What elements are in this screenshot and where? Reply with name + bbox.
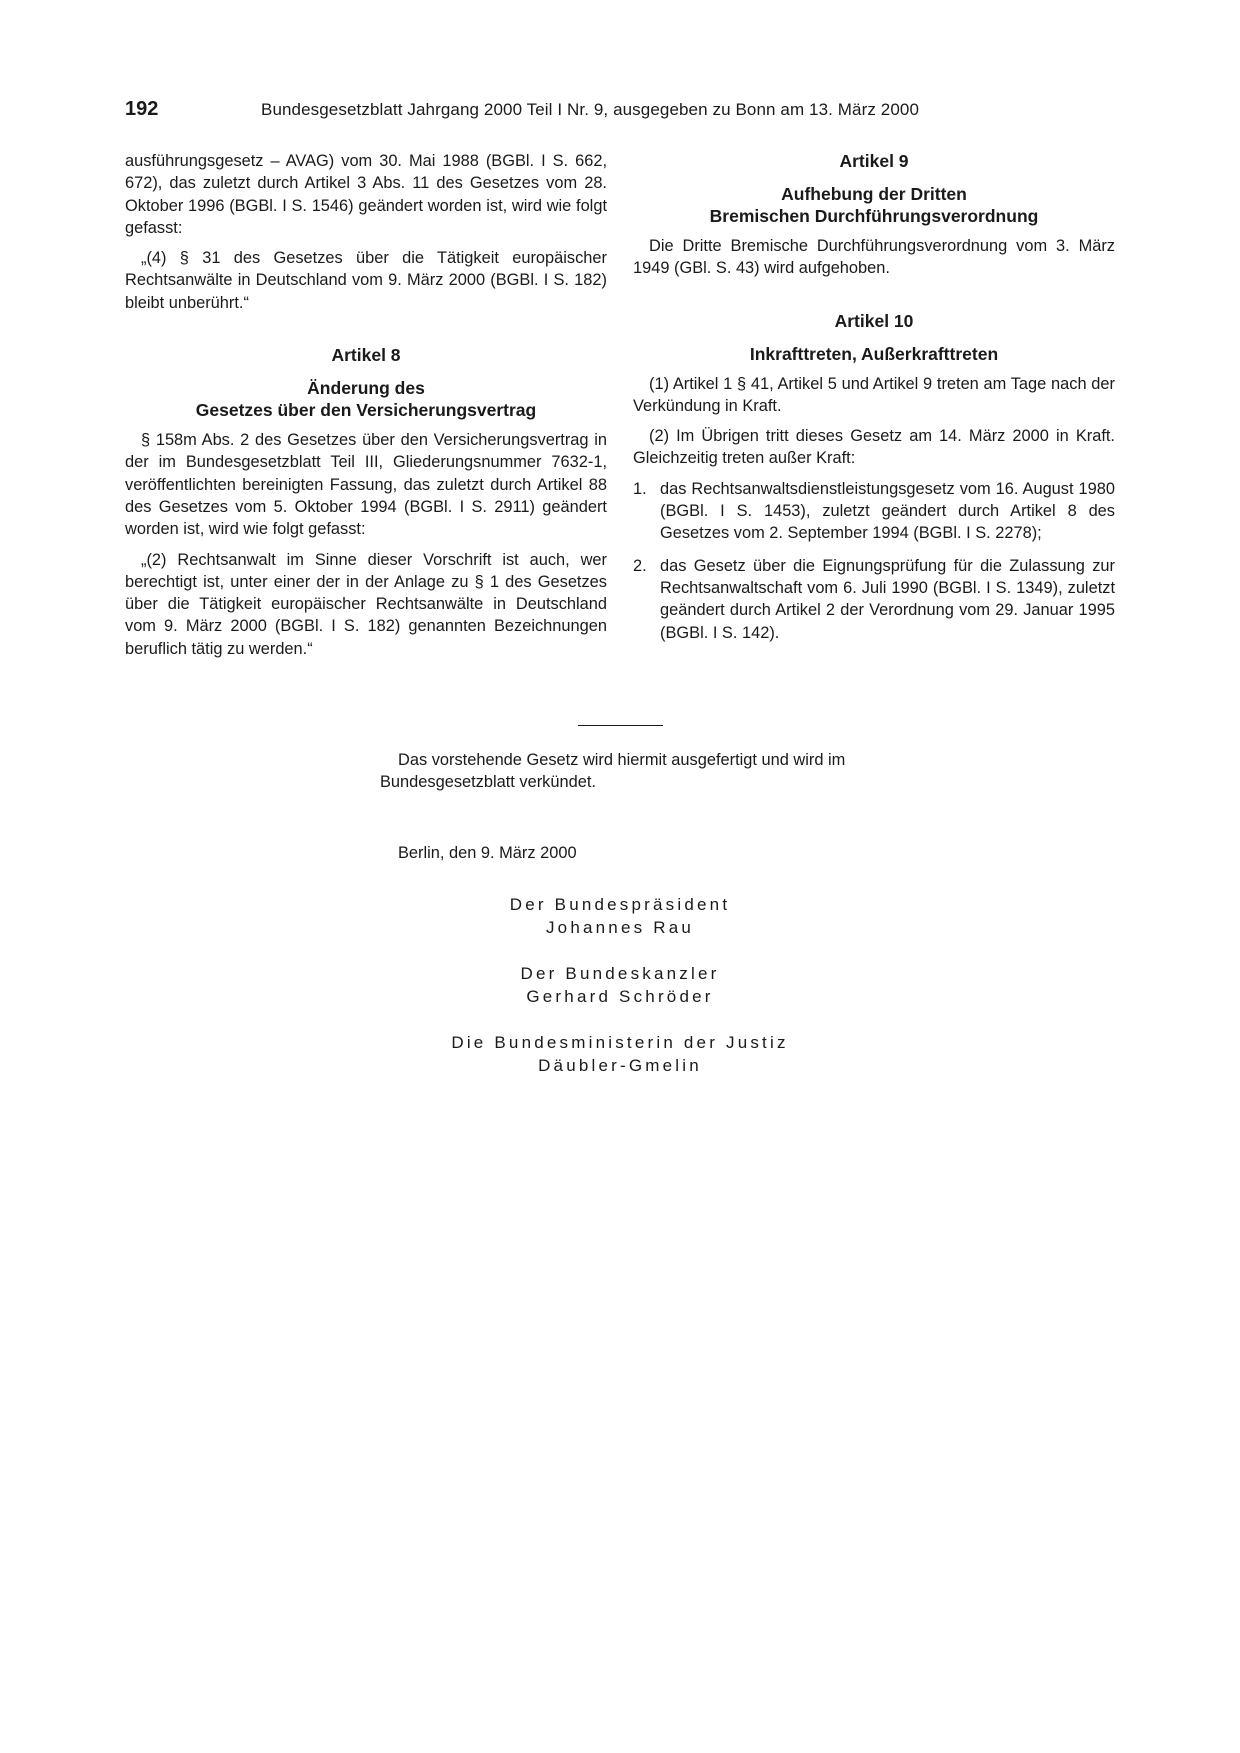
signature-block-chancellor	[380, 962, 860, 1008]
article-10-title: Inkrafttreten, Außerkrafttreten	[749, 343, 999, 364]
section-divider	[578, 725, 663, 726]
article-8	[125, 344, 607, 660]
article-10-paragraph-1: (1) Artikel 1 § 41, Artikel 5 und Artikel 9 treten am Tage nach der Verkündung in Kraft.	[633, 374, 1115, 415]
page-number: 192	[125, 98, 159, 120]
list-item-number: 1.	[633, 479, 647, 498]
article-8-title	[125, 377, 607, 421]
left-paragraph-1: ausführungsgesetz – AVAG) vom 30. Mai 1988 (BGBl. I S. 662, 672), das zuletzt durch Artikel 3 Abs. 11 des Gesetzes vom 28. Oktober 1996 (BGBl. I S. 1546) geändert worden ist, wird wie folgt gefasst:	[125, 152, 607, 237]
article-9-title-line-2: Bremischen Durchführungsverordnung	[709, 206, 1039, 226]
article-10-paragraph-2: (2) Im Übrigen tritt dieses Gesetz am 14. März 2000 in Kraft. Gleichzeitig treten außer Kraft:	[633, 427, 1115, 468]
signature-office: Der Bundeskanzler	[520, 964, 720, 983]
article-8-title-line-2: Gesetzes über den Versicherungsvertrag	[195, 400, 537, 421]
promulgation-clause	[380, 749, 858, 794]
list-item	[633, 478, 1115, 545]
repealed-laws-list	[633, 478, 1115, 644]
article-9-title-line-1: Aufhebung der Dritten	[781, 184, 967, 204]
list-item-number: 2.	[633, 556, 647, 575]
left-column	[125, 150, 607, 668]
promulgation-text: Das vorstehende Gesetz wird hiermit ausgefertigt und wird im Bundesgesetzblatt verkündet.	[380, 751, 846, 792]
article-8-paragraph-1: § 158m Abs. 2 des Gesetzes über den Versicherungsvertrag in der im Bundesgesetzblatt Teil III, Gliederungsnummer 7632-1, veröffentlichten bereinigten Fassung, das zuletzt durch Artikel 88 des Gesetzes vom 5. Oktober 1994 (BGBl. I S. 2911) geändert worden ist, wird wie folgt gefasst:	[125, 431, 607, 539]
signature-office: Der Bundespräsident	[509, 895, 731, 914]
article-9-paragraph-1: Die Dritte Bremische Durchführungsverordnung vom 3. März 1949 (GBl. S. 43) wird aufgehoben.	[633, 237, 1115, 278]
signature-name: Gerhard Schröder	[526, 987, 714, 1006]
list-item	[633, 555, 1115, 644]
article-9-title	[633, 183, 1115, 227]
article-8-title-line-1: Änderung des	[307, 378, 425, 399]
article-8-paragraph-2: „(2) Rechtsanwalt im Sinne dieser Vorschrift ist auch, wer berechtigt ist, unter einer der in der Anlage zu § 1 des Gesetzes über die Tätigkeit europäischer Rechtsanwälte in Deutschland vom 9. März 2000 (BGBl. I S. 182) genannten Bezeichnungen beruflich tätig zu werden.“	[125, 550, 607, 658]
article-9	[633, 150, 1115, 280]
right-column	[633, 150, 1115, 654]
list-item-text: das Rechtsanwaltsdienstleistungsgesetz vom 16. August 1980 (BGBl. I S. 1453), zuletzt geändert durch Artikel 8 des Gesetzes vom 2. September 1994 (BGBl. I S. 2278);	[660, 479, 1115, 543]
article-10-heading: Artikel 10	[834, 310, 914, 331]
article-10	[633, 310, 1115, 644]
list-item-text: das Gesetz über die Eignungsprüfung für die Zulassung zur Rechtsanwaltschaft vom 6. Juli 1990 (BGBl. I S. 1349), zuletzt geändert durch Artikel 2 der Verordnung vom 29. Januar 1995 (BGBl. I S. 142).	[660, 556, 1115, 642]
signature-name: Johannes Rau	[545, 918, 695, 937]
signature-block-justice-minister	[380, 1031, 860, 1077]
article-8-heading: Artikel 8	[331, 345, 401, 366]
signature-name: Däubler-Gmelin	[538, 1056, 702, 1075]
signature-block-president	[380, 893, 860, 939]
gazette-title: Bundesgesetzblatt Jahrgang 2000 Teil I Nr. 9, ausgegeben zu Bonn am 13. März 2000	[261, 100, 920, 119]
signature-office: Die Bundesministerin der Justiz	[451, 1033, 789, 1052]
page-header	[125, 98, 1115, 122]
article-9-heading: Artikel 9	[839, 151, 909, 171]
left-paragraph-2: „(4) § 31 des Gesetzes über die Tätigkeit europäischer Rechtsanwälte in Deutschland vom 9. März 2000 (BGBl. I S. 182) bleibt unberührt.“	[125, 249, 607, 312]
place-date: Berlin, den 9. März 2000	[398, 844, 577, 862]
